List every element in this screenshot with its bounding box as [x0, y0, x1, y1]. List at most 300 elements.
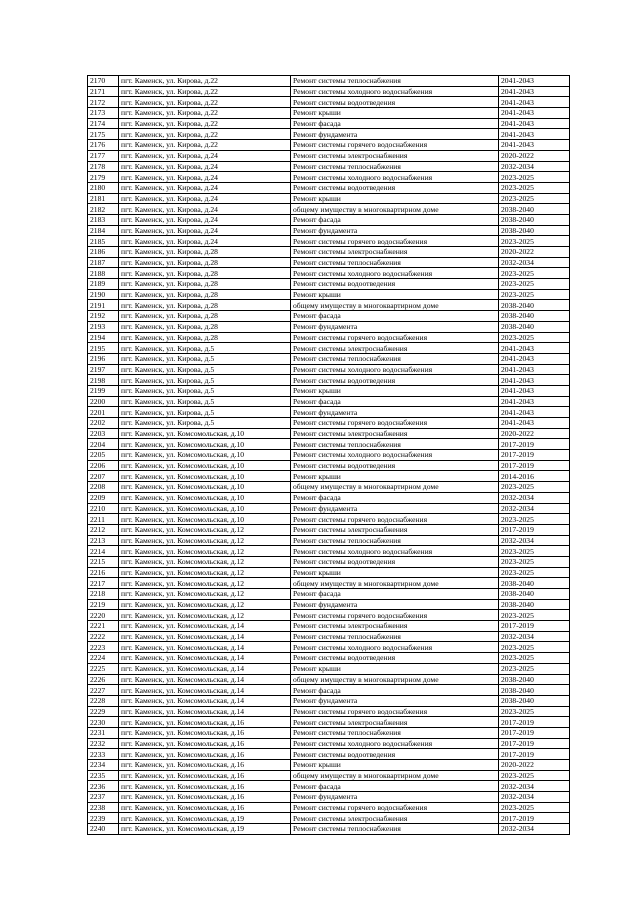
period-cell: 2017-2019	[499, 460, 570, 471]
period-cell: 2017-2019	[499, 738, 570, 749]
row-number-cell: 2214	[88, 546, 119, 557]
period-cell: 2038-2040	[499, 214, 570, 225]
row-number-cell: 2211	[88, 514, 119, 525]
period-cell: 2023-2025	[499, 514, 570, 525]
row-number-cell: 2219	[88, 599, 119, 610]
address-cell: пгт. Каменск, ул. Комсомольская, д.10	[119, 460, 291, 471]
work-type-cell: Ремонт крыши	[291, 567, 499, 578]
address-cell: пгт. Каменск, ул. Кирова, д.22	[119, 140, 291, 151]
address-cell: пгт. Каменск, ул. Кирова, д.24	[119, 225, 291, 236]
address-cell: пгт. Каменск, ул. Кирова, д.24	[119, 214, 291, 225]
period-cell: 2023-2025	[499, 268, 570, 279]
period-cell: 2023-2025	[499, 802, 570, 813]
table-row	[88, 150, 570, 161]
work-type-cell: Ремонт фасада	[291, 214, 499, 225]
work-type-cell: Ремонт крыши	[291, 471, 499, 482]
period-cell: 2020-2022	[499, 428, 570, 439]
period-cell: 2023-2025	[499, 706, 570, 717]
work-type-cell: Ремонт системы теплоснабжения	[291, 631, 499, 642]
table-body	[88, 76, 570, 835]
period-cell: 2023-2025	[499, 653, 570, 664]
work-type-cell: Ремонт фундамента	[291, 129, 499, 140]
row-number-cell: 2227	[88, 685, 119, 696]
table-row	[88, 717, 570, 728]
period-cell: 2023-2025	[499, 546, 570, 557]
row-number-cell: 2195	[88, 343, 119, 354]
table-row	[88, 364, 570, 375]
row-number-cell: 2193	[88, 321, 119, 332]
row-number-cell: 2183	[88, 214, 119, 225]
table-row	[88, 706, 570, 717]
work-type-cell: общему имуществу в многоквартирном доме	[291, 204, 499, 215]
row-number-cell: 2231	[88, 727, 119, 738]
address-cell: пгт. Каменск, ул. Кирова, д.24	[119, 236, 291, 247]
table-row	[88, 108, 570, 119]
address-cell: пгт. Каменск, ул. Комсомольская, д.12	[119, 546, 291, 557]
row-number-cell: 2217	[88, 578, 119, 589]
address-cell: пгт. Каменск, ул. Кирова, д.5	[119, 343, 291, 354]
row-number-cell: 2173	[88, 108, 119, 119]
row-number-cell: 2191	[88, 300, 119, 311]
period-cell: 2023-2025	[499, 556, 570, 567]
address-cell: пгт. Каменск, ул. Комсомольская, д.10	[119, 428, 291, 439]
period-cell: 2017-2019	[499, 717, 570, 728]
address-cell: пгт. Каменск, ул. Кирова, д.28	[119, 257, 291, 268]
work-type-cell: Ремонт системы холодного водоснабжения	[291, 546, 499, 557]
period-cell: 2017-2019	[499, 749, 570, 760]
row-number-cell: 2184	[88, 225, 119, 236]
work-type-cell: Ремонт фасада	[291, 781, 499, 792]
table-row	[88, 236, 570, 247]
table-row	[88, 118, 570, 129]
address-cell: пгт. Каменск, ул. Комсомольская, д.14	[119, 674, 291, 685]
work-type-cell: Ремонт системы горячего водоснабжения	[291, 802, 499, 813]
address-cell: пгт. Каменск, ул. Кирова, д.24	[119, 193, 291, 204]
period-cell: 2032-2034	[499, 535, 570, 546]
work-type-cell: Ремонт фасада	[291, 396, 499, 407]
period-cell: 2020-2022	[499, 247, 570, 258]
period-cell: 2038-2040	[499, 225, 570, 236]
row-number-cell: 2216	[88, 567, 119, 578]
table-row	[88, 770, 570, 781]
period-cell: 2038-2040	[499, 578, 570, 589]
table-row	[88, 279, 570, 290]
work-type-cell: Ремонт системы холодного водоснабжения	[291, 172, 499, 183]
period-cell: 2041-2043	[499, 375, 570, 386]
address-cell: пгт. Каменск, ул. Комсомольская, д.12	[119, 589, 291, 600]
work-type-cell: Ремонт фундамента	[291, 407, 499, 418]
work-type-cell: Ремонт системы горячего водоснабжения	[291, 140, 499, 151]
row-number-cell: 2170	[88, 76, 119, 87]
period-cell: 2017-2019	[499, 439, 570, 450]
period-cell: 2032-2034	[499, 257, 570, 268]
address-cell: пгт. Каменск, ул. Комсомольская, д.12	[119, 610, 291, 621]
row-number-cell: 2196	[88, 353, 119, 364]
row-number-cell: 2174	[88, 118, 119, 129]
work-type-cell: Ремонт фундамента	[291, 792, 499, 803]
address-cell: пгт. Каменск, ул. Комсомольская, д.10	[119, 503, 291, 514]
row-number-cell: 2194	[88, 332, 119, 343]
table-row	[88, 653, 570, 664]
period-cell: 2032-2034	[499, 492, 570, 503]
table-row	[88, 172, 570, 183]
address-cell: пгт. Каменск, ул. Комсомольская, д.16	[119, 738, 291, 749]
address-cell: пгт. Каменск, ул. Кирова, д.5	[119, 375, 291, 386]
work-type-cell: Ремонт системы холодного водоснабжения	[291, 738, 499, 749]
period-cell: 2041-2043	[499, 407, 570, 418]
work-type-cell: Ремонт системы холодного водоснабжения	[291, 450, 499, 461]
period-cell: 2023-2025	[499, 770, 570, 781]
address-cell: пгт. Каменск, ул. Кирова, д.22	[119, 108, 291, 119]
address-cell: пгт. Каменск, ул. Кирова, д.24	[119, 182, 291, 193]
row-number-cell: 2226	[88, 674, 119, 685]
work-type-cell: Ремонт крыши	[291, 385, 499, 396]
work-type-cell: Ремонт фундамента	[291, 599, 499, 610]
address-cell: пгт. Каменск, ул. Кирова, д.5	[119, 385, 291, 396]
table-row	[88, 140, 570, 151]
period-cell: 2023-2025	[499, 642, 570, 653]
address-cell: пгт. Каменск, ул. Комсомольская, д.12	[119, 556, 291, 567]
table-row	[88, 535, 570, 546]
address-cell: пгт. Каменск, ул. Комсомольская, д.14	[119, 642, 291, 653]
work-type-cell: Ремонт крыши	[291, 289, 499, 300]
row-number-cell: 2236	[88, 781, 119, 792]
work-type-cell: Ремонт фундамента	[291, 321, 499, 332]
address-cell: пгт. Каменск, ул. Комсомольская, д.10	[119, 482, 291, 493]
row-number-cell: 2207	[88, 471, 119, 482]
address-cell: пгт. Каменск, ул. Комсомольская, д.12	[119, 535, 291, 546]
address-cell: пгт. Каменск, ул. Кирова, д.24	[119, 172, 291, 183]
row-number-cell: 2178	[88, 161, 119, 172]
work-type-cell: Ремонт фундамента	[291, 225, 499, 236]
period-cell: 2023-2025	[499, 279, 570, 290]
row-number-cell: 2192	[88, 311, 119, 322]
row-number-cell: 2234	[88, 760, 119, 771]
work-type-cell: Ремонт крыши	[291, 663, 499, 674]
period-cell: 2041-2043	[499, 76, 570, 87]
work-type-cell: Ремонт системы горячего водоснабжения	[291, 610, 499, 621]
period-cell: 2017-2019	[499, 524, 570, 535]
address-cell: пгт. Каменск, ул. Комсомольская, д.16	[119, 781, 291, 792]
period-cell: 2041-2043	[499, 418, 570, 429]
table-row	[88, 824, 570, 835]
row-number-cell: 2220	[88, 610, 119, 621]
table-row	[88, 97, 570, 108]
work-type-cell: Ремонт фасада	[291, 589, 499, 600]
table-row	[88, 685, 570, 696]
work-type-cell: Ремонт системы холодного водоснабжения	[291, 86, 499, 97]
period-cell: 2041-2043	[499, 343, 570, 354]
row-number-cell: 2179	[88, 172, 119, 183]
address-cell: пгт. Каменск, ул. Комсомольская, д.14	[119, 706, 291, 717]
row-number-cell: 2223	[88, 642, 119, 653]
period-cell: 2038-2040	[499, 695, 570, 706]
period-cell: 2023-2025	[499, 610, 570, 621]
row-number-cell: 2200	[88, 396, 119, 407]
address-cell: пгт. Каменск, ул. Комсомольская, д.10	[119, 450, 291, 461]
period-cell: 2023-2025	[499, 172, 570, 183]
period-cell: 2038-2040	[499, 685, 570, 696]
row-number-cell: 2187	[88, 257, 119, 268]
table-row	[88, 589, 570, 600]
work-type-cell: Ремонт системы горячего водоснабжения	[291, 514, 499, 525]
table-row	[88, 76, 570, 87]
row-number-cell: 2215	[88, 556, 119, 567]
row-number-cell: 2213	[88, 535, 119, 546]
work-type-cell: Ремонт фундамента	[291, 503, 499, 514]
row-number-cell: 2218	[88, 589, 119, 600]
period-cell: 2038-2040	[499, 321, 570, 332]
table-row	[88, 546, 570, 557]
work-type-cell: Ремонт системы теплоснабжения	[291, 824, 499, 835]
table-row	[88, 492, 570, 503]
work-type-cell: Ремонт системы горячего водоснабжения	[291, 332, 499, 343]
table-row	[88, 321, 570, 332]
work-type-cell: общему имуществу в многоквартирном доме	[291, 300, 499, 311]
address-cell: пгт. Каменск, ул. Комсомольская, д.10	[119, 514, 291, 525]
work-type-cell: общему имуществу в многоквартирном доме	[291, 578, 499, 589]
period-cell: 2017-2019	[499, 621, 570, 632]
work-type-cell: Ремонт системы горячего водоснабжения	[291, 418, 499, 429]
table-row	[88, 225, 570, 236]
table-row	[88, 428, 570, 439]
row-number-cell: 2232	[88, 738, 119, 749]
work-type-cell: Ремонт системы водоотведения	[291, 279, 499, 290]
address-cell: пгт. Каменск, ул. Кирова, д.28	[119, 300, 291, 311]
row-number-cell: 2185	[88, 236, 119, 247]
work-type-cell: Ремонт системы теплоснабжения	[291, 727, 499, 738]
address-cell: пгт. Каменск, ул. Комсомольская, д.10	[119, 439, 291, 450]
address-cell: пгт. Каменск, ул. Комсомольская, д.10	[119, 492, 291, 503]
row-number-cell: 2186	[88, 247, 119, 258]
row-number-cell: 2210	[88, 503, 119, 514]
address-cell: пгт. Каменск, ул. Кирова, д.28	[119, 289, 291, 300]
table-row	[88, 214, 570, 225]
address-cell: пгт. Каменск, ул. Комсомольская, д.19	[119, 813, 291, 824]
period-cell: 2023-2025	[499, 332, 570, 343]
row-number-cell: 2175	[88, 129, 119, 140]
row-number-cell: 2209	[88, 492, 119, 503]
table-row	[88, 760, 570, 771]
table-row	[88, 375, 570, 386]
table-row	[88, 482, 570, 493]
work-type-cell: Ремонт системы теплоснабжения	[291, 439, 499, 450]
table-row	[88, 332, 570, 343]
period-cell: 2032-2034	[499, 824, 570, 835]
work-type-cell: Ремонт системы водоотведения	[291, 375, 499, 386]
address-cell: пгт. Каменск, ул. Комсомольская, д.14	[119, 695, 291, 706]
row-number-cell: 2229	[88, 706, 119, 717]
work-type-cell: Ремонт системы теплоснабжения	[291, 535, 499, 546]
row-number-cell: 2239	[88, 813, 119, 824]
row-number-cell: 2190	[88, 289, 119, 300]
period-cell: 2041-2043	[499, 396, 570, 407]
address-cell: пгт. Каменск, ул. Комсомольская, д.12	[119, 524, 291, 535]
period-cell: 2023-2025	[499, 193, 570, 204]
row-number-cell: 2224	[88, 653, 119, 664]
address-cell: пгт. Каменск, ул. Кирова, д.5	[119, 396, 291, 407]
period-cell: 2032-2034	[499, 792, 570, 803]
work-type-cell: Ремонт системы электроснабжения	[291, 428, 499, 439]
period-cell: 2023-2025	[499, 182, 570, 193]
period-cell: 2041-2043	[499, 108, 570, 119]
work-type-cell: Ремонт системы электроснабжения	[291, 717, 499, 728]
table-row	[88, 460, 570, 471]
table-row	[88, 727, 570, 738]
table-row	[88, 663, 570, 674]
work-type-cell: Ремонт системы водоотведения	[291, 97, 499, 108]
period-cell: 2038-2040	[499, 204, 570, 215]
work-type-cell: Ремонт системы горячего водоснабжения	[291, 236, 499, 247]
row-number-cell: 2221	[88, 621, 119, 632]
row-number-cell: 2199	[88, 385, 119, 396]
table-row	[88, 161, 570, 172]
work-type-cell: Ремонт системы холодного водоснабжения	[291, 268, 499, 279]
period-cell: 2020-2022	[499, 760, 570, 771]
row-number-cell: 2237	[88, 792, 119, 803]
table-row	[88, 631, 570, 642]
table-row	[88, 204, 570, 215]
address-cell: пгт. Каменск, ул. Кирова, д.22	[119, 129, 291, 140]
work-type-cell: Ремонт системы электроснабжения	[291, 621, 499, 632]
row-number-cell: 2176	[88, 140, 119, 151]
work-type-cell: общему имуществу в многоквартирном доме	[291, 674, 499, 685]
address-cell: пгт. Каменск, ул. Комсомольская, д.16	[119, 770, 291, 781]
period-cell: 2032-2034	[499, 503, 570, 514]
row-number-cell: 2177	[88, 150, 119, 161]
row-number-cell: 2233	[88, 749, 119, 760]
table-row	[88, 642, 570, 653]
work-type-cell: Ремонт системы водоотведения	[291, 460, 499, 471]
row-number-cell: 2206	[88, 460, 119, 471]
row-number-cell: 2225	[88, 663, 119, 674]
table-row	[88, 802, 570, 813]
table-row	[88, 503, 570, 514]
work-type-cell: Ремонт системы электроснабжения	[291, 813, 499, 824]
work-type-cell: Ремонт крыши	[291, 760, 499, 771]
work-type-cell: Ремонт системы теплоснабжения	[291, 161, 499, 172]
table-row	[88, 738, 570, 749]
period-cell: 2032-2034	[499, 631, 570, 642]
period-cell: 2017-2019	[499, 450, 570, 461]
row-number-cell: 2189	[88, 279, 119, 290]
table-row	[88, 674, 570, 685]
table-row	[88, 268, 570, 279]
period-cell: 2023-2025	[499, 236, 570, 247]
address-cell: пгт. Каменск, ул. Комсомольская, д.16	[119, 802, 291, 813]
work-type-cell: общему имуществу в многоквартирном доме	[291, 770, 499, 781]
table-row	[88, 813, 570, 824]
address-cell: пгт. Каменск, ул. Кирова, д.22	[119, 97, 291, 108]
table-row	[88, 343, 570, 354]
table-row	[88, 396, 570, 407]
work-type-cell: Ремонт системы водоотведения	[291, 556, 499, 567]
row-number-cell: 2204	[88, 439, 119, 450]
address-cell: пгт. Каменск, ул. Кирова, д.28	[119, 247, 291, 258]
table-row	[88, 385, 570, 396]
period-cell: 2032-2034	[499, 161, 570, 172]
table-row	[88, 781, 570, 792]
work-type-cell: Ремонт системы горячего водоснабжения	[291, 706, 499, 717]
period-cell: 2023-2025	[499, 663, 570, 674]
row-number-cell: 2212	[88, 524, 119, 535]
table-row	[88, 311, 570, 322]
period-cell: 2023-2025	[499, 289, 570, 300]
work-type-cell: Ремонт крыши	[291, 108, 499, 119]
address-cell: пгт. Каменск, ул. Кирова, д.24	[119, 150, 291, 161]
address-cell: пгт. Каменск, ул. Комсомольская, д.14	[119, 685, 291, 696]
period-cell: 2038-2040	[499, 311, 570, 322]
address-cell: пгт. Каменск, ул. Кирова, д.5	[119, 407, 291, 418]
row-number-cell: 2197	[88, 364, 119, 375]
address-cell: пгт. Каменск, ул. Кирова, д.28	[119, 332, 291, 343]
address-cell: пгт. Каменск, ул. Кирова, д.28	[119, 311, 291, 322]
address-cell: пгт. Каменск, ул. Кирова, д.22	[119, 118, 291, 129]
address-cell: пгт. Каменск, ул. Комсомольская, д.14	[119, 663, 291, 674]
address-cell: пгт. Каменск, ул. Кирова, д.24	[119, 204, 291, 215]
table-row	[88, 418, 570, 429]
address-cell: пгт. Каменск, ул. Комсомольская, д.14	[119, 621, 291, 632]
work-type-cell: Ремонт системы водоотведения	[291, 749, 499, 760]
address-cell: пгт. Каменск, ул. Комсомольская, д.12	[119, 567, 291, 578]
address-cell: пгт. Каменск, ул. Комсомольская, д.16	[119, 792, 291, 803]
address-cell: пгт. Каменск, ул. Кирова, д.5	[119, 353, 291, 364]
row-number-cell: 2188	[88, 268, 119, 279]
table-row	[88, 353, 570, 364]
row-number-cell: 2205	[88, 450, 119, 461]
period-cell: 2020-2022	[499, 150, 570, 161]
table-row	[88, 300, 570, 311]
table-row	[88, 567, 570, 578]
address-cell: пгт. Каменск, ул. Кирова, д.28	[119, 268, 291, 279]
work-type-cell: Ремонт системы теплоснабжения	[291, 257, 499, 268]
table-row	[88, 182, 570, 193]
period-cell: 2041-2043	[499, 86, 570, 97]
table-row	[88, 621, 570, 632]
period-cell: 2038-2040	[499, 300, 570, 311]
period-cell: 2038-2040	[499, 674, 570, 685]
row-number-cell: 2201	[88, 407, 119, 418]
repair-schedule-table	[87, 75, 570, 835]
period-cell: 2041-2043	[499, 129, 570, 140]
work-type-cell: Ремонт системы электроснабжения	[291, 247, 499, 258]
address-cell: пгт. Каменск, ул. Кирова, д.22	[119, 86, 291, 97]
address-cell: пгт. Каменск, ул. Кирова, д.24	[119, 161, 291, 172]
address-cell: пгт. Каменск, ул. Комсомольская, д.16	[119, 717, 291, 728]
address-cell: пгт. Каменск, ул. Комсомольская, д.10	[119, 471, 291, 482]
work-type-cell: Ремонт фасада	[291, 311, 499, 322]
work-type-cell: Ремонт системы теплоснабжения	[291, 76, 499, 87]
table-row	[88, 471, 570, 482]
period-cell: 2023-2025	[499, 567, 570, 578]
period-cell: 2017-2019	[499, 727, 570, 738]
table-row	[88, 578, 570, 589]
address-cell: пгт. Каменск, ул. Кирова, д.5	[119, 418, 291, 429]
row-number-cell: 2203	[88, 428, 119, 439]
table-row	[88, 193, 570, 204]
table-row	[88, 514, 570, 525]
row-number-cell: 2238	[88, 802, 119, 813]
address-cell: пгт. Каменск, ул. Кирова, д.28	[119, 321, 291, 332]
work-type-cell: Ремонт фасада	[291, 492, 499, 503]
table-row	[88, 86, 570, 97]
row-number-cell: 2222	[88, 631, 119, 642]
address-cell: пгт. Каменск, ул. Комсомольская, д.12	[119, 599, 291, 610]
table-row	[88, 289, 570, 300]
period-cell: 2038-2040	[499, 599, 570, 610]
table-row	[88, 599, 570, 610]
row-number-cell: 2235	[88, 770, 119, 781]
